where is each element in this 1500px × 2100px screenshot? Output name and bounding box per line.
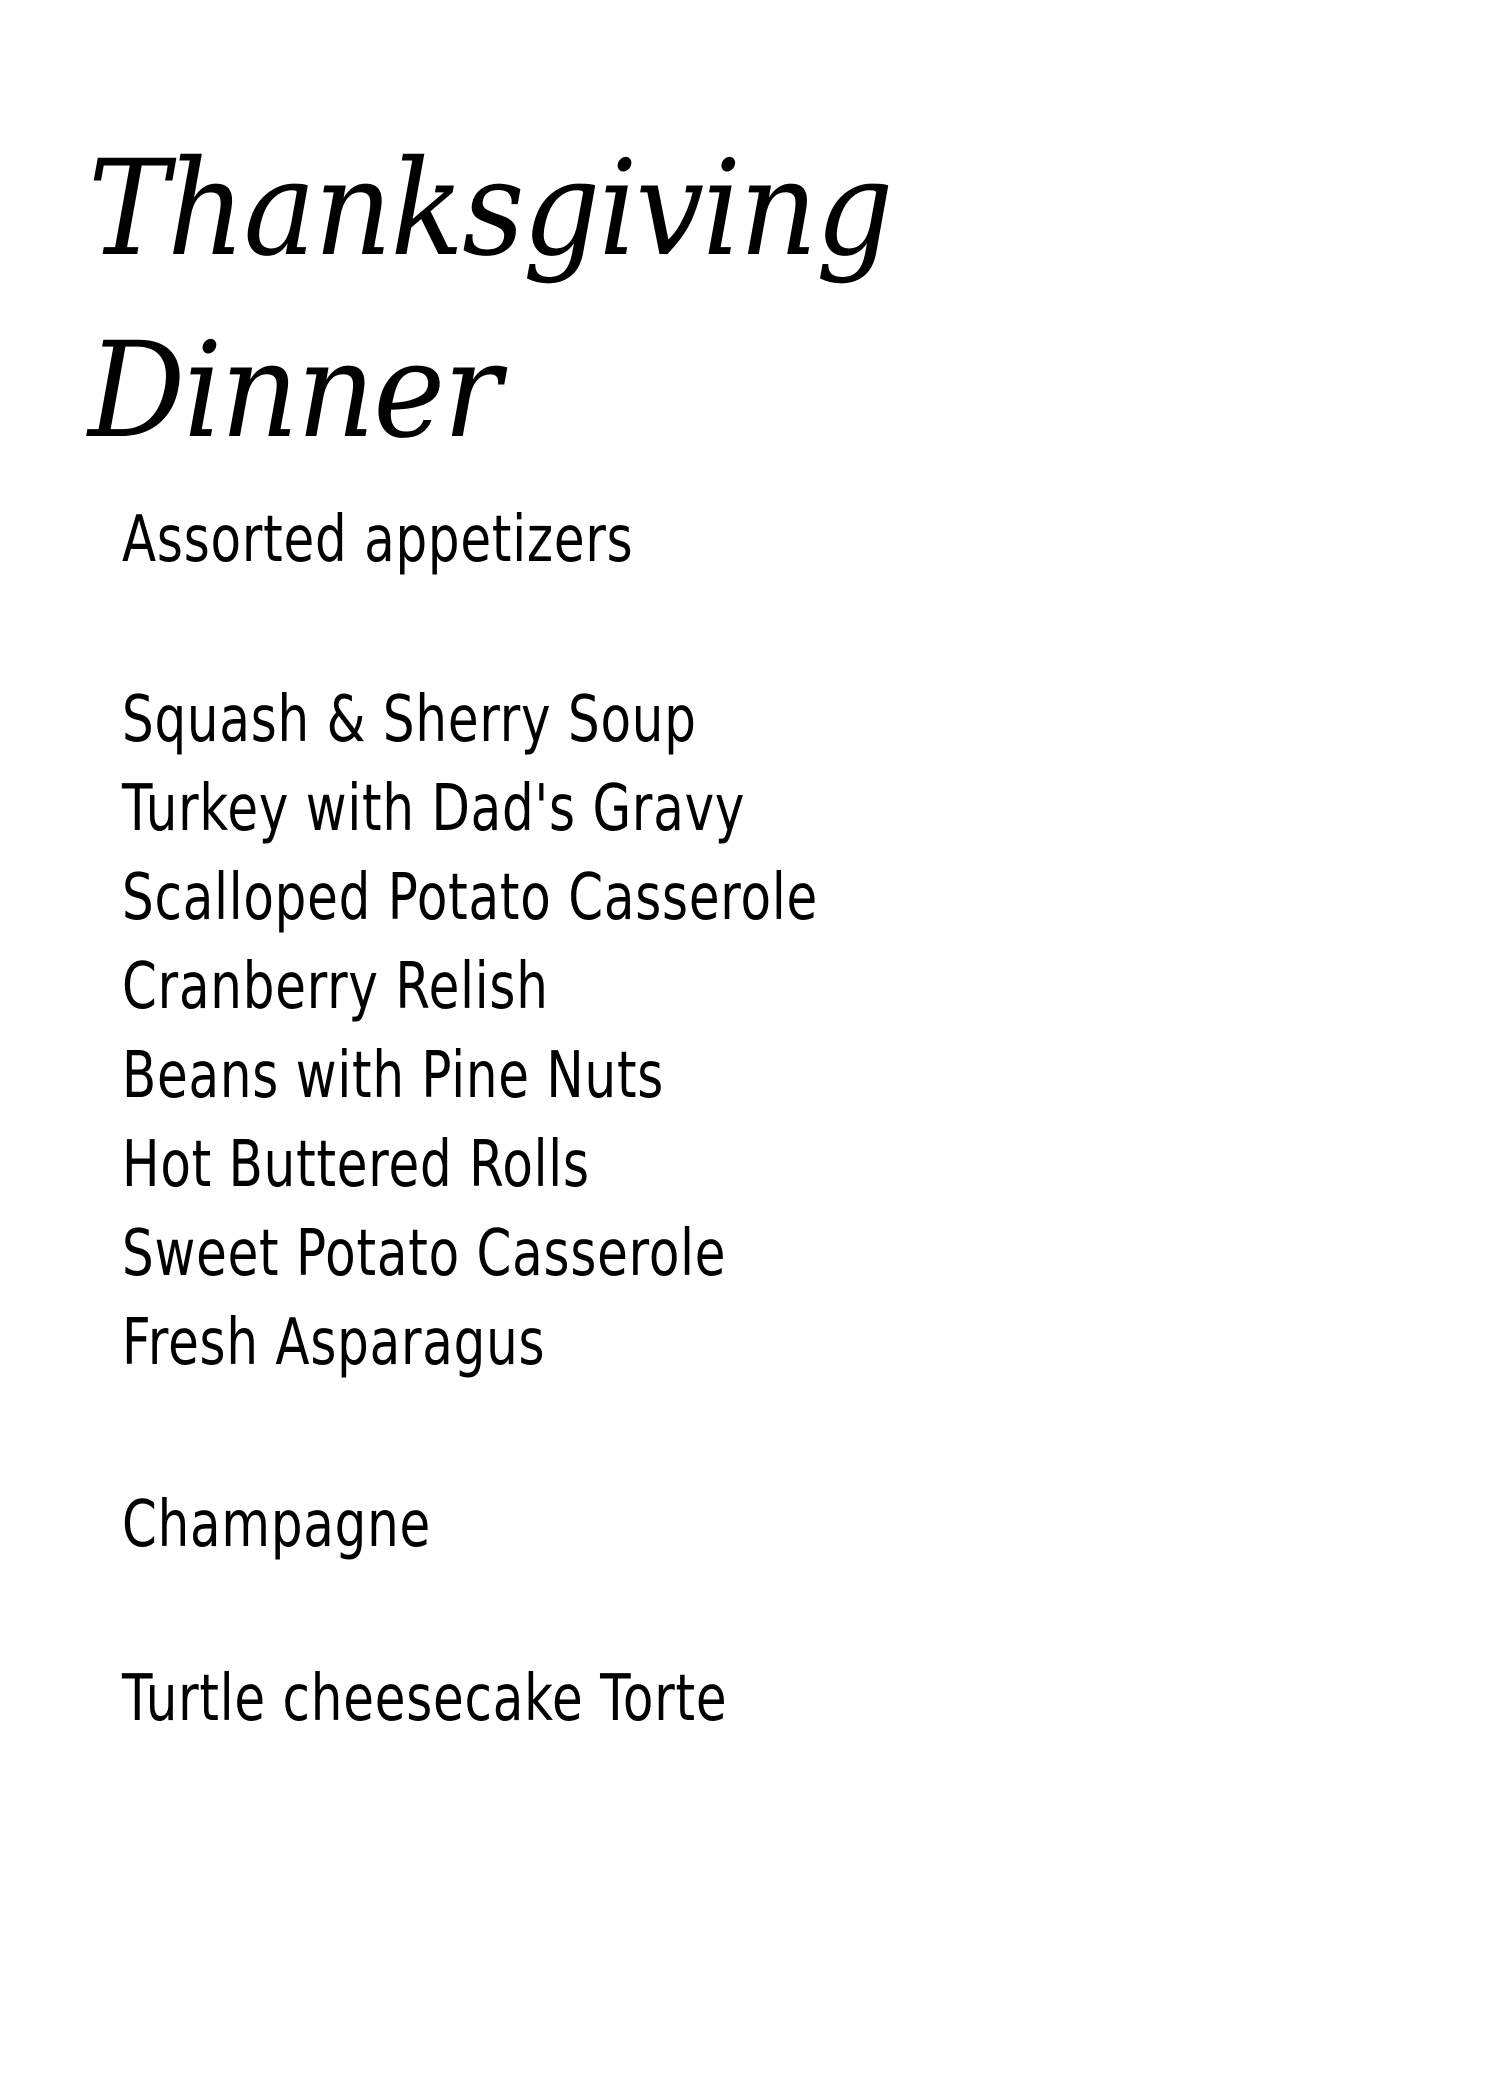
menu-item-sweet-potato: Sweet Potato Casserole bbox=[122, 1217, 727, 1291]
menu-item-beans: Beans with Pine Nuts bbox=[122, 1039, 665, 1113]
menu-item-asparagus: Fresh Asparagus bbox=[122, 1306, 546, 1380]
menu-item-cranberry-relish: Cranberry Relish bbox=[122, 950, 549, 1024]
menu-item-turkey: Turkey with Dad's Gravy bbox=[122, 772, 746, 846]
menu-item-dessert: Turtle cheesecake Torte bbox=[122, 1662, 728, 1736]
menu-item-soup: Squash & Sherry Soup bbox=[122, 683, 697, 757]
menu-list bbox=[122, 0, 1422, 2100]
menu-item-scalloped-potato: Scalloped Potato Casserole bbox=[122, 861, 818, 935]
menu-title-line-1: Thanksgiving bbox=[88, 132, 892, 286]
menu-item-appetizers: Assorted appetizers bbox=[122, 503, 634, 577]
menu-item-rolls: Hot Buttered Rolls bbox=[122, 1128, 590, 1202]
menu-item-champagne: Champagne bbox=[122, 1488, 432, 1562]
menu-title-line-2: Dinner bbox=[88, 314, 500, 468]
